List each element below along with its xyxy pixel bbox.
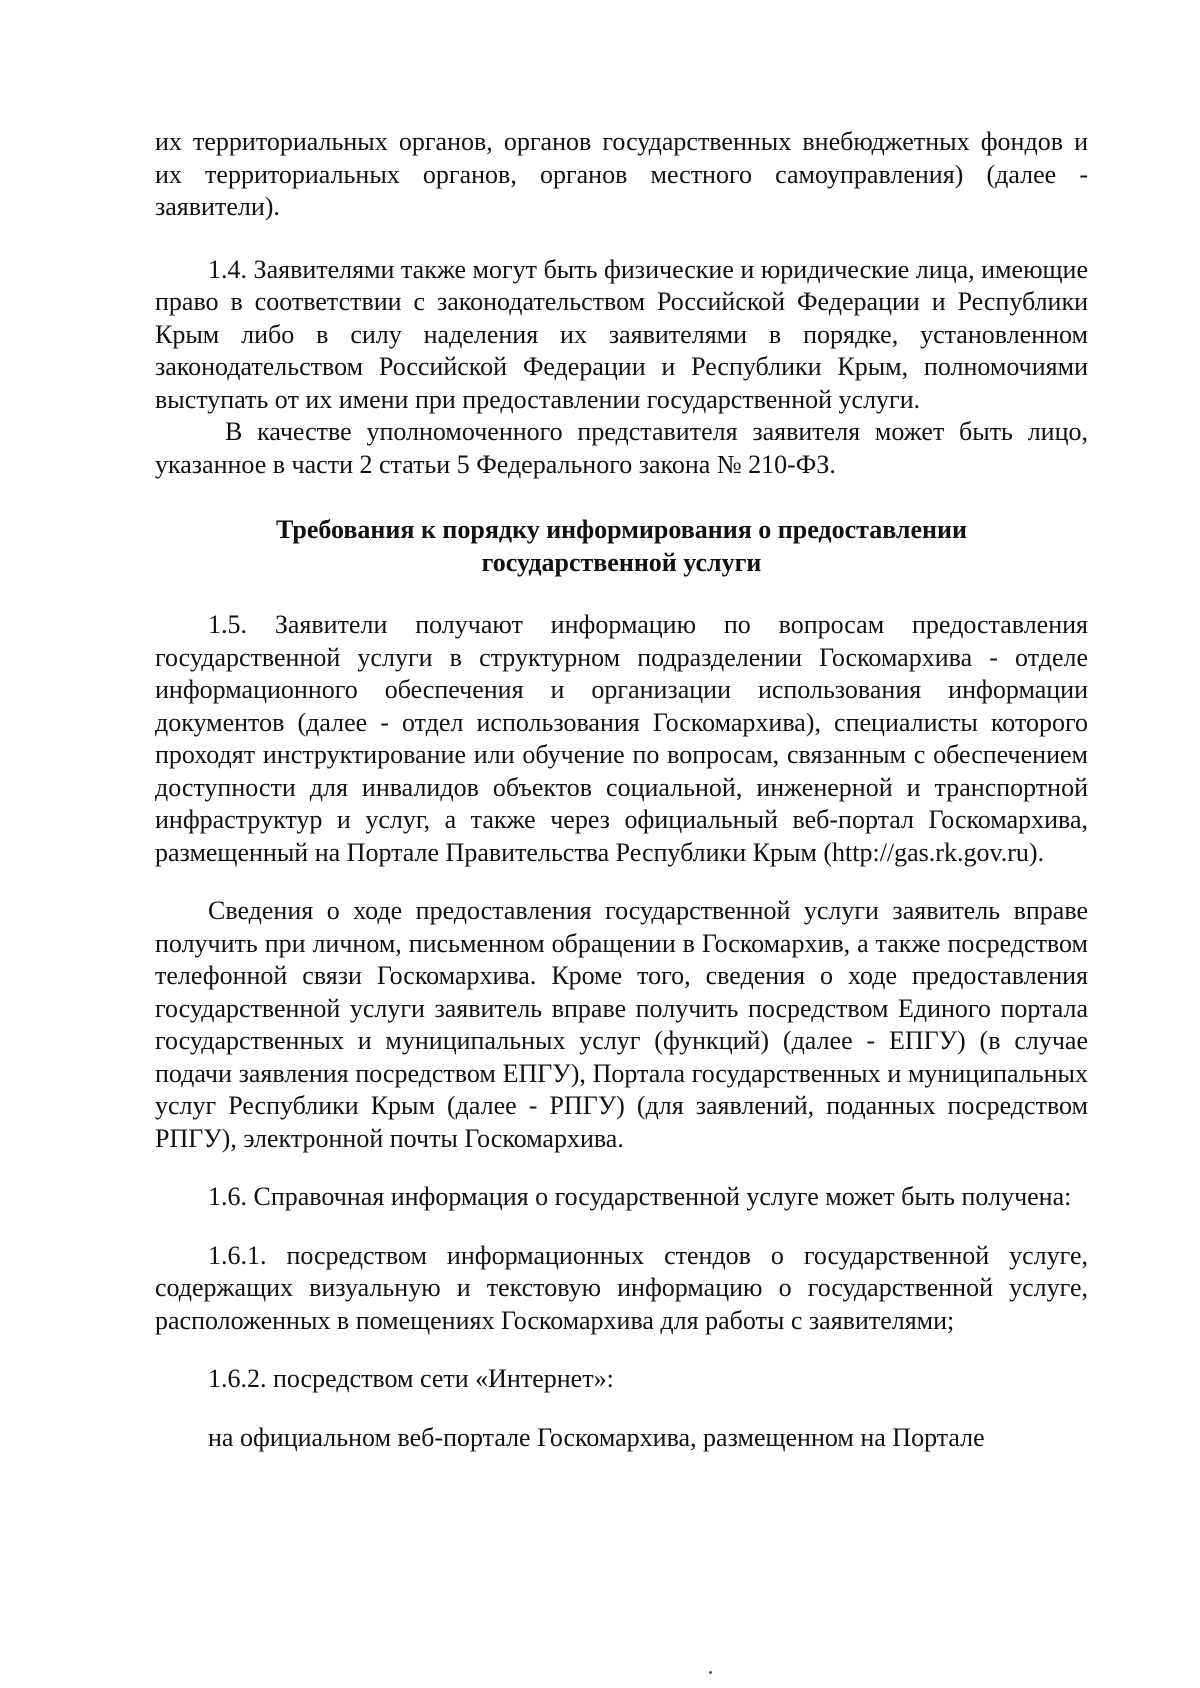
paragraph-continuation: их территориальных органов, органов государственных внебюджетных фондов и их территориальных органов, органов местного самоуправления) (далее - заявители). <box>155 127 1088 221</box>
paragraph-1-6-1: 1.6.1. посредством информационных стендов о государственной услуге, содержащих визуальную и текстовую информацию о государственной услуге, расположенных в помещениях Госкомархива для работы с заявителями; <box>155 1240 1088 1335</box>
paragraph-representative: В качестве уполномоченного представителя заявителя может быть лицо, указанное в части 2 статьи 5 Федерального закона № 210-ФЗ. <box>155 417 1088 479</box>
paragraph-1-6: 1.6. Справочная информация о государственной услуге может быть получена: <box>208 1182 1072 1211</box>
section-heading-line-1: Требования к порядку информирования о предоставлении <box>276 515 967 544</box>
section-heading-line-2: государственной услуги <box>481 548 762 577</box>
section-heading <box>155 513 1088 579</box>
paragraph-1-4: 1.4. Заявителями также могут быть физические и юридические лица, имеющие право в соответствии с законодательством Российской Федерации и Республики Крым либо в силу наделения их заявителями в порядке, установленном законодательством Российской Федерации и Республики Крым, полномочиями выступать от их имени при предоставлении государственной услуги. <box>155 254 1088 414</box>
document-body <box>155 126 1088 1454</box>
paragraph-1-6-2: 1.6.2. посредством сети «Интернет»: <box>208 1364 614 1393</box>
scan-artifact-dot <box>709 1671 712 1674</box>
paragraph-1-5: 1.5. Заявители получают информацию по вопросам предоставления государственной услуги в структурном подразделении Госкомархива - отделе информационного обеспечения и организации использования информации документов (далее - отдел использования Госкомархива), специалисты которого проходят инструктирование или обучение по вопросам, связанным с обеспечением доступности для инвалидов объектов социальной, инженерной и транспортной инфраструктур и услуг, а также через официальный веб-портал Госкомархива, размещенный на Портале Правительства Республики Крым (http://gas.rk.gov.ru). <box>155 610 1088 867</box>
paragraph-web-portal: на официальном веб-портале Госкомархива, размещенном на Портале <box>208 1422 985 1452</box>
paragraph-status-info: Сведения о ходе предоставления государственной услуги заявитель вправе получить при личном, письменном обращении в Госкомархив, а также посредством телефонной связи Госкомархива. Кроме того, сведения о ходе предоставления государственной услуги заявитель вправе получить посредством Единого портала государственных и муниципальных услуг (функций) (далее - ЕПГУ) (в случае подачи заявления посредством ЕПГУ), Портала государственных и муниципальных услуг Республики Крым (далее - РПГУ) (для заявлений, поданных посредством РПГУ), электронной почты Госкомархива. <box>155 896 1088 1153</box>
